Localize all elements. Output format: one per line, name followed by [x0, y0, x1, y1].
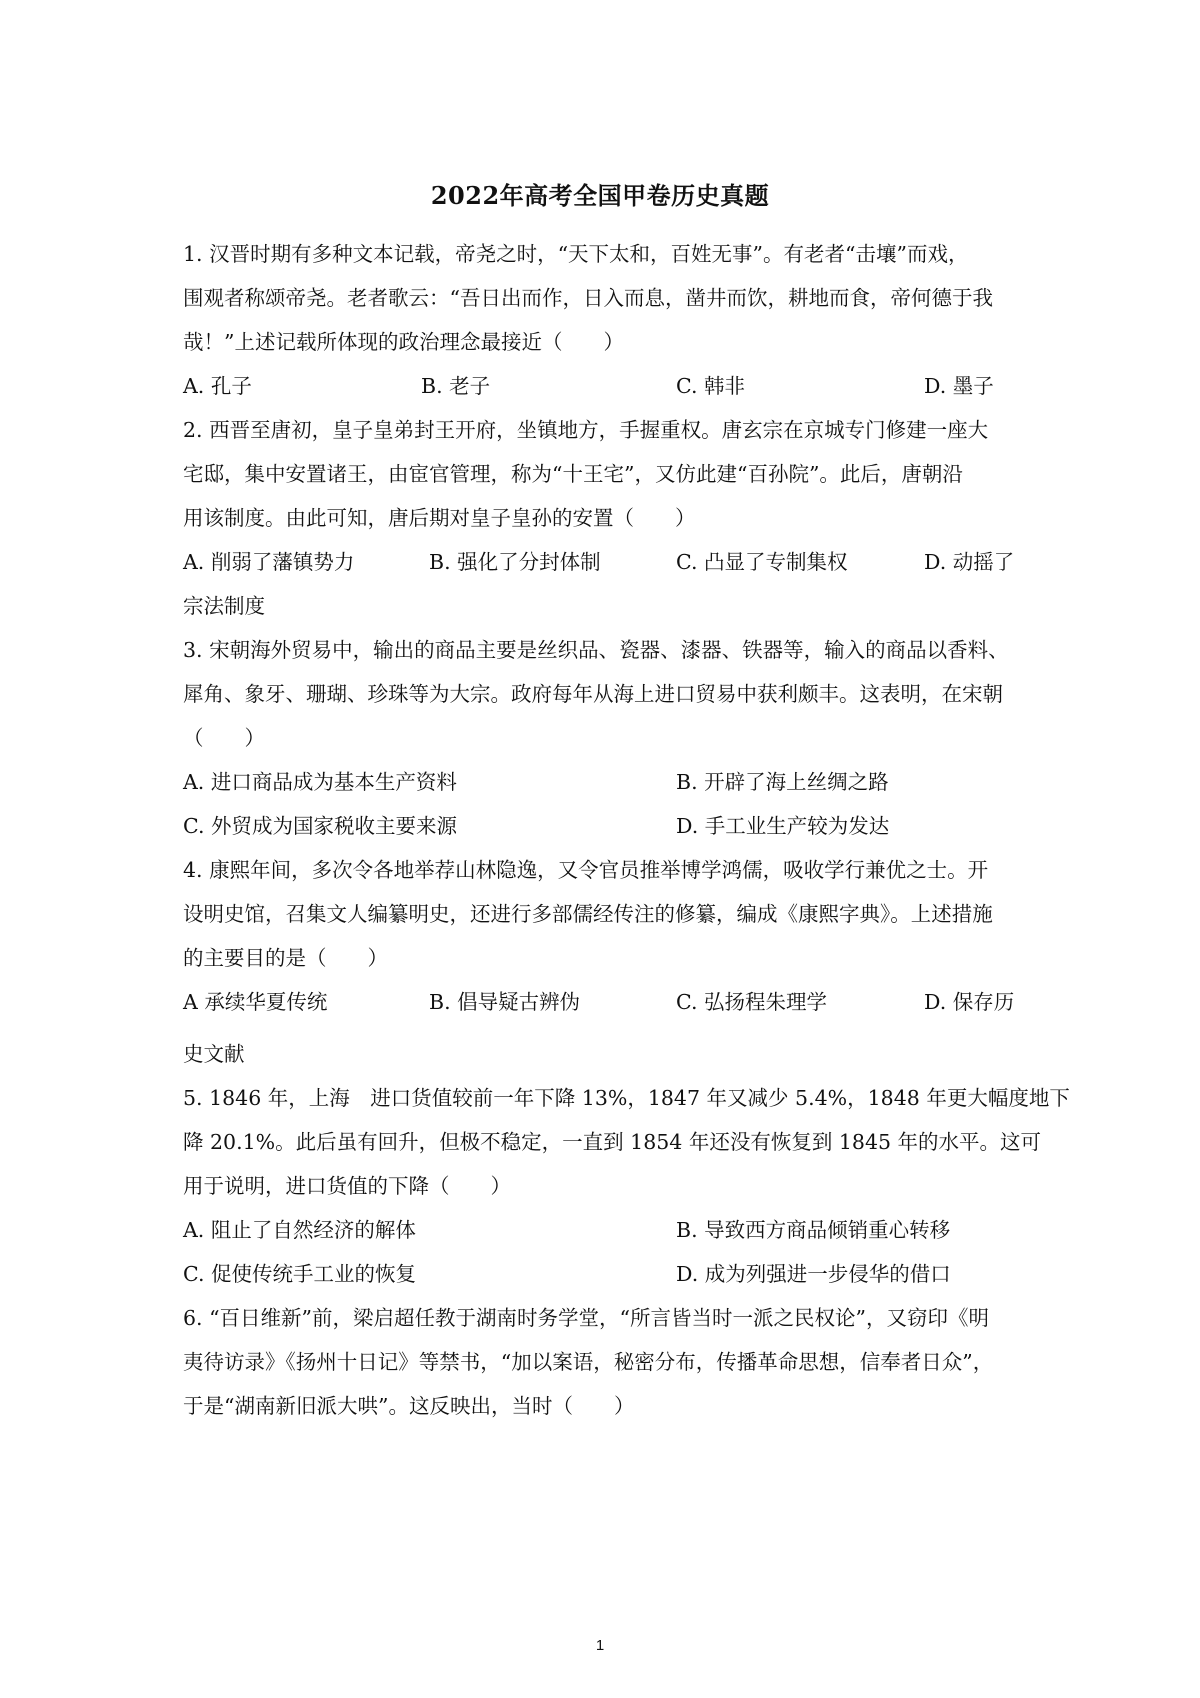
question-4-line-1: 4. 康熙年间，多次令各地举荐山林隐逸，又令官员推举博学鸿儒，吸收学行兼优之士。开 — [183, 858, 989, 882]
question-3-line-1: 3. 宋朝海外贸易中，输出的商品主要是丝织品、瓷器、漆器、铁器等，输入的商品以香料、 — [183, 638, 1009, 662]
question-4-option-b: B. 倡导疑古辨伪 — [429, 990, 581, 1014]
question-2-line-3: 用该制度。由此可知，唐后期对皇子皇孙的安置（ ） — [183, 506, 696, 530]
question-3-option-b: B. 开辟了海上丝绸之路 — [676, 770, 889, 794]
question-4-option-d: D. 保存历 — [924, 990, 1015, 1014]
question-4-option-c: C. 弘扬程朱理学 — [676, 990, 827, 1014]
question-2-option-a: A. 削弱了藩镇势力 — [183, 550, 355, 574]
question-5-option-a: A. 阻止了自然经济的解体 — [183, 1218, 416, 1242]
question-1-option-a: A. 孔子 — [183, 374, 252, 398]
question-5-line-2: 降 20.1%。此后虽有回升，但极不稳定，一直到 1854 年还没有恢复到 1845 年的水平。这可 — [183, 1130, 1042, 1154]
question-1-option-c: C. 韩非 — [676, 374, 745, 398]
page-number: 1 — [595, 1637, 605, 1654]
question-4-option-a: A 承续华夏传统 — [183, 990, 328, 1014]
question-6-line-2: 夷待访录》《扬州十日记》等禁书，“加以案语，秘密分布，传播革命思想，信奉者日众”， — [183, 1350, 994, 1374]
question-3-line-2: 犀角、象牙、珊瑚、珍珠等为大宗。政府每年从海上进口贸易中获利颇丰。这表明，在宋朝 — [183, 682, 1003, 706]
question-2-option-d: D. 动摇了 — [924, 550, 1015, 574]
question-5-option-d: D. 成为列强进一步侵华的借口 — [676, 1262, 951, 1286]
question-4-line-3: 的主要目的是（ ） — [183, 946, 388, 970]
question-1-option-d: D. 墨子 — [924, 374, 994, 398]
question-1-line-2: 围观者称颂帝尧。老者歌云：“吾日出而作，日入而息，凿井而饮，耕地而食，帝何德于我 — [183, 286, 993, 310]
question-5-option-b: B. 导致西方商品倾销重心转移 — [676, 1218, 951, 1242]
question-3-option-d: D. 手工业生产较为发达 — [676, 814, 890, 838]
question-6-line-3: 于是“湖南新旧派大哄”。这反映出，当时（ ） — [183, 1394, 635, 1418]
question-2-continuation: 宗法制度 — [183, 594, 265, 618]
question-5-line-1: 5. 1846 年，上海 进口货值较前一年下降 13%，1847 年又减少 5.4%，1848 年更大幅度地下 — [183, 1086, 1070, 1110]
question-2-line-2: 宅邸，集中安置诸王，由宦官管理，称为“十王宅”，又仿此建“百孙院”。此后，唐朝沿 — [183, 462, 963, 486]
question-2-option-b: B. 强化了分封体制 — [429, 550, 601, 574]
page-title: 2022年高考全国甲卷历史真题 — [430, 181, 770, 210]
question-3-option-c: C. 外贸成为国家税收主要来源 — [183, 814, 457, 838]
question-4-continuation: 史文献 — [183, 1042, 245, 1066]
question-3-option-a: A. 进口商品成为基本生产资料 — [183, 770, 457, 794]
question-1-line-3: 哉！”上述记载所体现的政治理念最接近（ ） — [183, 330, 624, 354]
question-2-option-c: C. 凸显了专制集权 — [676, 550, 848, 574]
question-6-line-1: 6. “百日维新”前，梁启超任教于湖南时务学堂，“所言皆当时一派之民权论”，又窃印《明 — [183, 1306, 989, 1330]
question-5-line-3: 用于说明，进口货值的下降（ ） — [183, 1174, 511, 1198]
question-1-line-1: 1. 汉晋时期有多种文本记载，帝尧之时，“天下太和，百姓无事”。有老者“击壤”而戏， — [183, 242, 969, 266]
question-3-line-3: （ ） — [183, 726, 265, 750]
question-5-option-c: C. 促使传统手工业的恢复 — [183, 1262, 416, 1286]
question-2-line-1: 2. 西晋至唐初，皇子皇弟封王开府，坐镇地方，手握重权。唐玄宗在京城专门修建一座大 — [183, 418, 989, 442]
question-1-option-b: B. 老子 — [421, 374, 491, 398]
question-4-line-2: 设明史馆，召集文人编纂明史，还进行多部儒经传注的修纂，编成《康熙字典》。上述措施 — [183, 902, 993, 926]
